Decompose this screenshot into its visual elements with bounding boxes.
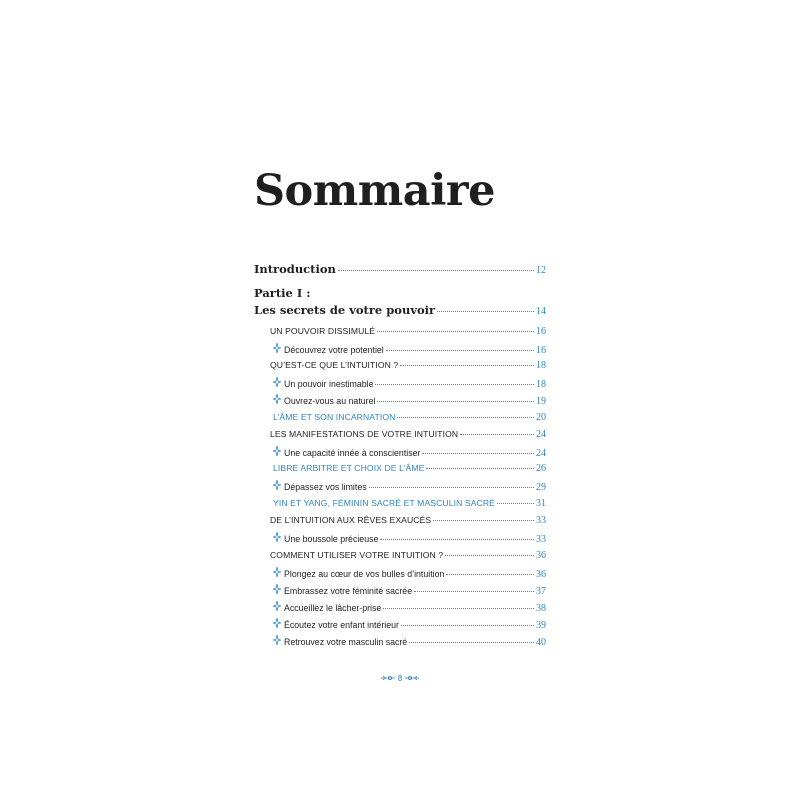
toc-page-number: 26 [536,463,546,474]
toc-page-number: 18 [536,360,546,371]
toc-entry-label: UN POUVOIR DISSIMULÉ [270,326,376,336]
toc-entry-label: Accueillez le lâcher-prise [284,603,382,613]
sparkle-icon [273,584,282,594]
toc-page-number: 14 [536,306,546,317]
toc-section-highlighted [254,412,546,423]
dot-leader [375,384,534,385]
sparkle-icon [273,567,282,577]
toc-page-number: 16 [536,345,546,356]
toc-entry-label: COMMENT UTILISER VOTRE INTUITION ? [270,550,444,560]
toc-page-number: 38 [536,603,546,614]
toc-entry-label: Les secrets de votre pouvoir [254,303,436,317]
left-ornament-icon [381,674,395,682]
sparkle-icon [273,480,282,490]
toc-page-number: 19 [536,396,546,407]
toc-page-number: 29 [536,482,546,493]
toc-section [254,429,546,440]
toc-subsection [254,618,546,631]
dot-leader [422,453,534,454]
dot-leader [437,311,534,312]
toc-section [254,326,546,337]
toc-subsection [254,377,546,390]
right-ornament-icon [405,674,419,682]
sparkle-icon [273,601,282,611]
dot-leader [369,487,534,488]
toc-entry-introduction [254,262,546,276]
toc-page-number: 31 [536,498,546,509]
part-heading-line1: Partie I : [254,286,311,300]
toc-entry-label: Une capacité innée à conscientiser [284,448,421,458]
sparkle-icon [273,343,282,353]
toc-entry-label: Retrouvez votre masculin sacré [284,637,408,647]
page-title: Sommaire [254,166,495,216]
dot-leader [380,539,534,540]
toc-entry-label: Introduction [254,262,336,276]
toc-page-number: 20 [536,412,546,423]
dot-leader [377,331,534,332]
toc-entry-label: YIN ET YANG, FÉMININ SACRÉ ET MASCULIN SACRÉ [273,498,495,508]
toc-subsection [254,394,546,407]
sparkle-icon [273,394,282,404]
sparkle-icon [273,618,282,628]
dot-leader [386,350,534,351]
dot-leader [397,417,534,418]
sparkle-icon [273,532,282,542]
toc-page-number: 16 [536,326,546,337]
toc-entry-label: Dépassez vos limites [284,482,367,492]
toc-page-number: 39 [536,620,546,631]
toc-section-highlighted [254,463,546,474]
dot-leader [497,503,534,504]
dot-leader [433,520,534,521]
sparkle-icon [273,377,282,387]
dot-leader [401,625,534,626]
page-footer [380,672,420,684]
toc-subsection [254,567,546,580]
toc-entry-label: Un pouvoir inestimable [284,379,374,389]
toc-subsection [254,532,546,545]
toc-page-number: 40 [536,637,546,648]
toc-subsection [254,584,546,597]
toc-entry-label: QU’EST-CE QUE L’INTUITION ? [270,360,399,370]
sparkle-icon [273,635,282,645]
toc-entry-label: Découvrez votre potentiel [284,345,384,355]
toc-entry-partie [254,303,546,317]
dot-leader [426,468,534,469]
page-number: 8 [397,673,403,683]
toc-section [254,515,546,526]
toc-entry-label: LES MANIFESTATIONS DE VOTRE INTUITION [270,429,459,439]
sparkle-icon [273,446,282,456]
dot-leader [445,555,534,556]
toc-section-highlighted [254,498,546,509]
toc-page-number: 12 [536,265,546,276]
toc-page-number: 24 [536,429,546,440]
toc-subsection [254,446,546,459]
toc-entry-label: Écoutez votre enfant intérieur [284,620,399,630]
toc-entry-label: DE L’INTUITION AUX RÊVES EXAUCÉS [270,515,432,525]
dot-leader [400,365,534,366]
toc-page-number: 18 [536,379,546,390]
toc-subsection [254,635,546,648]
dot-leader [409,642,534,643]
toc-entry-label: Embrassez votre féminité sacrée [284,586,413,596]
dot-leader [377,401,534,402]
toc-section [254,550,546,561]
toc-page-number: 33 [536,534,546,545]
toc-page-number: 24 [536,448,546,459]
toc-page-number: 36 [536,550,546,561]
toc-entry-label: Plongez au cœur de vos bulles d’intuition [284,569,445,579]
dot-leader [383,608,534,609]
toc-entry-label: L’ÂME ET SON INCARNATION [273,412,396,422]
dot-leader [414,591,534,592]
dot-leader [460,434,534,435]
dot-leader [446,574,534,575]
toc-entry-label: LIBRE ARBITRE ET CHOIX DE L’ÂME [273,463,425,473]
toc-entry-label: Ouvrez-vous au naturel [284,396,376,406]
toc-entry-label: Une boussole précieuse [284,534,379,544]
toc-subsection [254,343,546,356]
toc-section [254,360,546,371]
toc-page-number: 36 [536,569,546,580]
dot-leader [338,270,534,271]
toc-page-number: 33 [536,515,546,526]
toc-subsection [254,480,546,493]
toc-subsection [254,601,546,614]
toc-page-number: 37 [536,586,546,597]
